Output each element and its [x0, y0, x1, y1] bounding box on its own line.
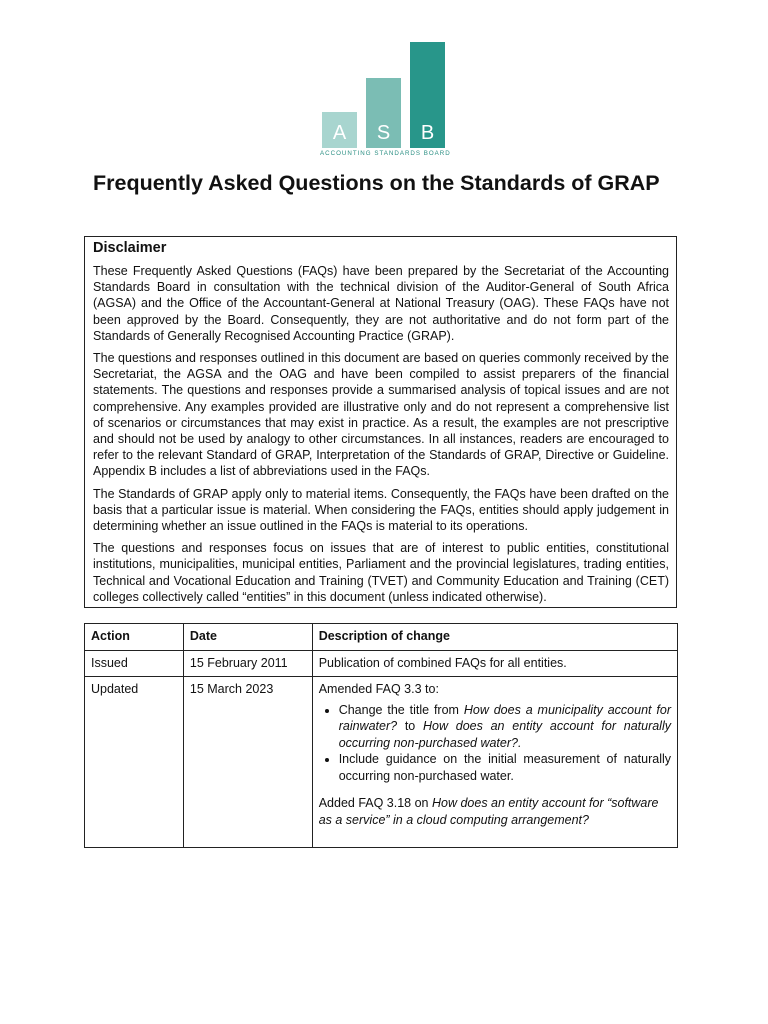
header-date: Date: [183, 624, 312, 651]
table-row: [85, 677, 678, 848]
logo-letter-a: A: [332, 122, 347, 144]
disclaimer-paragraph: The questions and responses focus on issues that are of interest to public entities, constitutional institutions, municipalities, municipal entities, Parliament and the provincial legislatures, trading entities, Technical and Vocational Education and Training (TVET) and Community Education and Training (CET) colleges collectively called “entities” in this document (unless indicated otherwise).: [93, 541, 669, 604]
old-faq-title: How does a municipality account for rainwater?: [338, 702, 671, 733]
cell-description: [312, 677, 677, 848]
disclaimer-paragraph: The questions and responses outlined in this document are based on queries commonly received by the Secretariat, the AGSA and the OAG and have been compiled to assist preparers of the financial statements. The questions and responses provide a summarised analysis of topical issues and are not comprehensive. Any examples provided are illustrative only and do not represent a comprehensive list of scenarios or circumstances that may exist in practice. As a result, the examples are not prescriptive and should not be used by analogy to other circumstances. In all instances, readers are encouraged to refer to the relevant Standard of GRAP, Interpretation of the Standards of GRAP, Directive or Guideline. Appendix B includes a list of abbreviations used in the FAQs.: [93, 351, 669, 479]
table-header-row: [85, 624, 678, 651]
bullet-text: to: [397, 719, 423, 733]
change-intro: Amended FAQ 3.3 to:: [318, 682, 439, 696]
logo-letter-s: S: [376, 122, 391, 144]
cell-description: Publication of combined FAQs for all entities.: [312, 650, 677, 677]
disclaimer-heading: Disclaimer: [93, 240, 167, 256]
cell-date: 15 March 2023: [183, 677, 312, 848]
added-faq-note: [319, 795, 671, 828]
logo-letter-b: B: [420, 122, 435, 144]
disclaimer-paragraph: The Standards of GRAP apply only to material items. Consequently, the FAQs have been drafted on the basis that a particular issue is material. When considering the FAQs, entities should apply judgement in determining whether an issue outlined in the FAQs is material to its operations.: [93, 486, 669, 534]
disclaimer-box: [84, 236, 677, 608]
change-bullet: • Include guidance on the initial measurement of naturally occurring non-purchased water.: [339, 751, 671, 784]
asb-logo: [320, 42, 451, 160]
cell-date: 15 February 2011: [183, 650, 312, 677]
table-row: [85, 650, 678, 677]
change-history-table: [84, 623, 678, 848]
document-title: Frequently Asked Questions on the Standards of GRAP: [93, 171, 660, 195]
header-action: Action: [85, 624, 184, 651]
asb-logo-mark: [320, 42, 448, 150]
cell-action: Issued: [85, 650, 184, 677]
new-faq-title: How does an entity account for naturally occurring non-purchased water?.: [338, 719, 671, 750]
cell-action: Updated: [85, 677, 184, 848]
change-bullet: [339, 702, 671, 752]
header-description: Description of change: [312, 624, 677, 651]
logo-tagline: ACCOUNTING STANDARDS BOARD: [320, 150, 451, 157]
disclaimer-paragraph: These Frequently Asked Questions (FAQs) have been prepared by the Secretariat of the Accounting Standards Board in consultation with the technical division of the Auditor-General of South Africa (AGSA) and the Office of the Accountant-General at National Treasury (OAG). These FAQs have not been approved by the Board. Consequently, they are not authoritative and do not form part of the Standards of Generally Recognised Accounting Practice (GRAP).: [93, 264, 669, 343]
added-prefix: Added FAQ 3.18 on: [318, 796, 432, 810]
added-faq-title: How does an entity account for “software as a service” in a cloud computing arrangement?: [318, 796, 659, 827]
bullet-text: Change the title from: [338, 702, 464, 717]
change-bullet-list: [319, 702, 671, 785]
